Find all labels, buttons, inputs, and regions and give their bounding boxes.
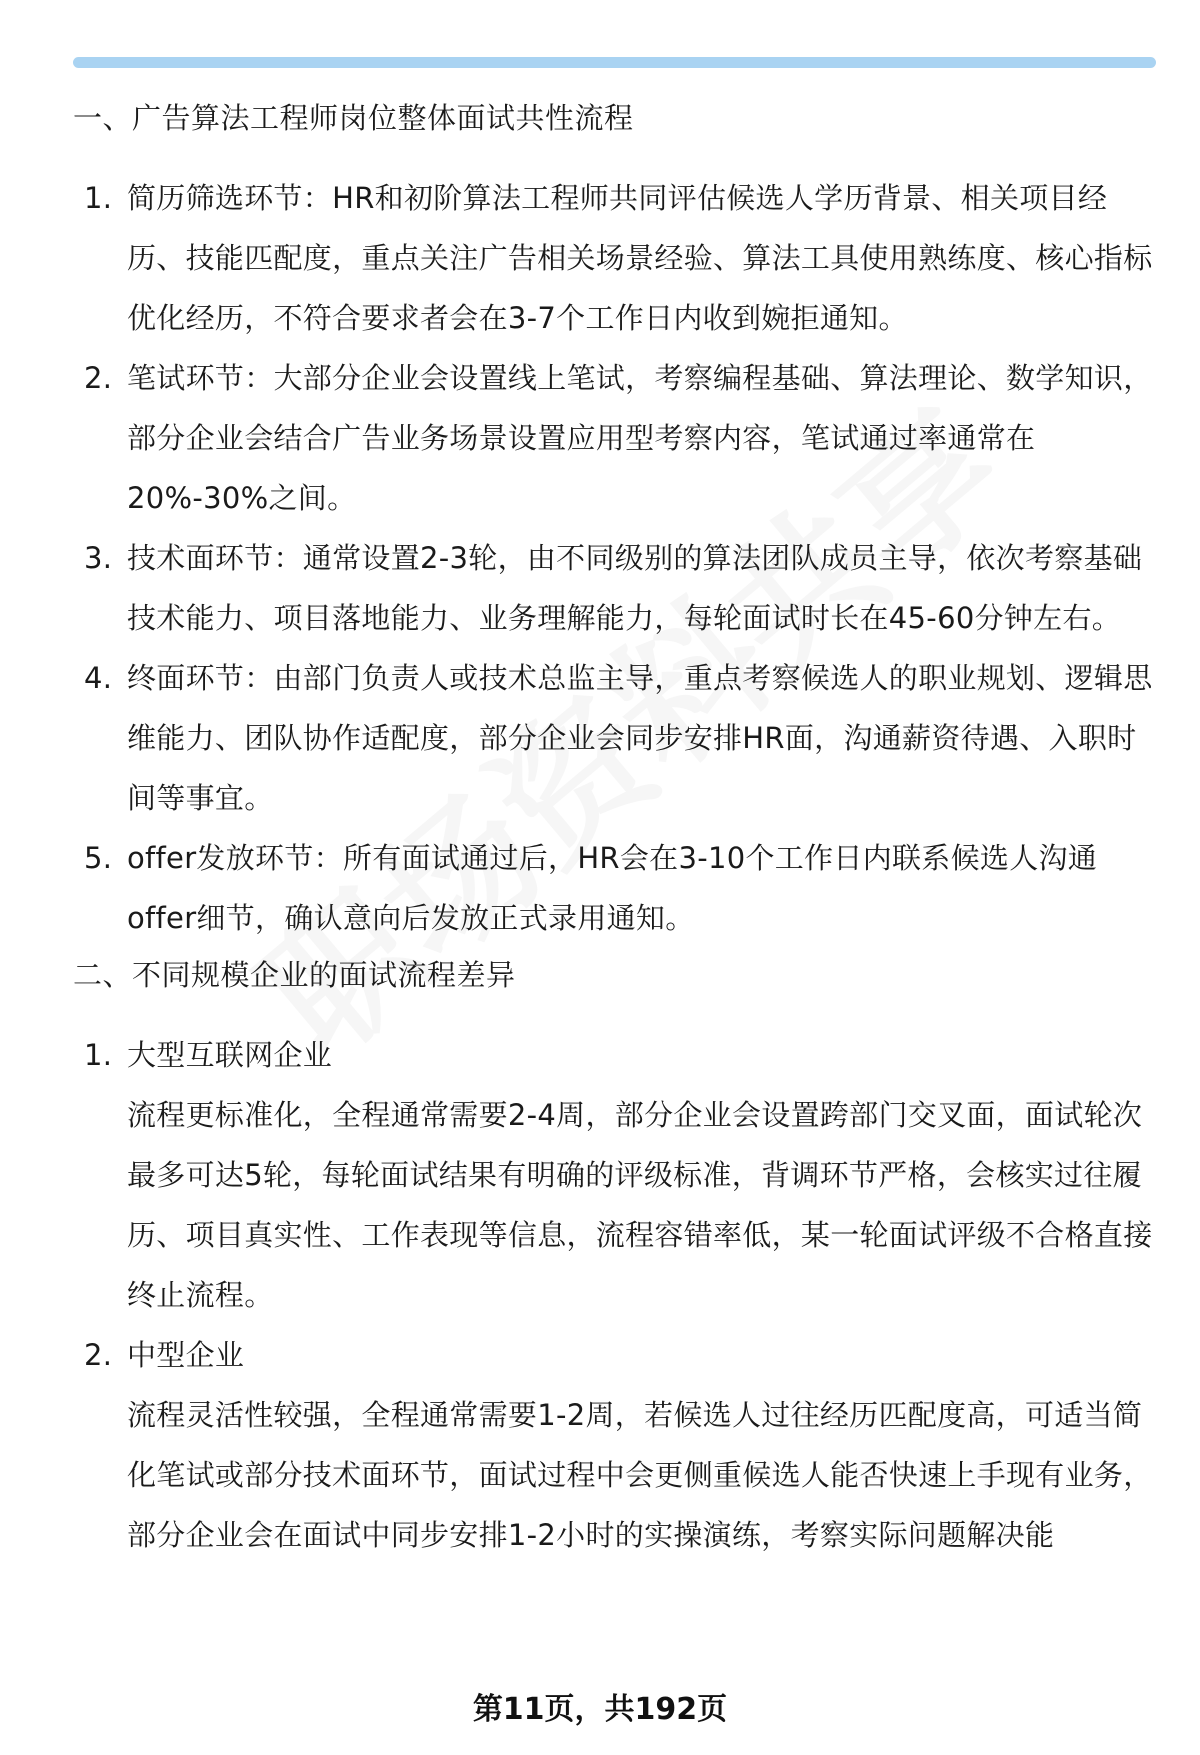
list-item: [0, 1325, 1200, 1565]
list-item-body: 流程更标准化，全程通常需要2-4周，部分企业会设置跨部门交叉面，面试轮次最多可达5轮，每轮面试结果有明确的评级标准，背调环节严格，会核实过往履历、项目真实性、工作表现等信息，流程容错率低，某一轮面试评级不合格直接终止流程。: [127, 1098, 1153, 1312]
top-accent-bar: [73, 57, 1156, 68]
list-number: 1.: [84, 181, 113, 215]
list-item-text: 终面环节：由部门负责人或技术总监主导，重点考察候选人的职业规划、逻辑思维能力、团队协作适配度，部分企业会同步安排HR面，沟通薪资待遇、入职时间等事宜。: [127, 661, 1153, 815]
list-number: 5.: [84, 841, 113, 875]
list-number: 2.: [84, 1338, 113, 1372]
list-item: [0, 648, 1200, 828]
page-footer: 第11页，共192页: [472, 1692, 728, 1727]
list-item: [0, 1025, 1200, 1325]
list-item: [0, 528, 1200, 648]
list-item-title: 大型互联网企业: [127, 1038, 333, 1072]
company-size-list: [0, 1025, 1200, 1565]
list-item-text: 技术面环节：通常设置2-3轮，由不同级别的算法团队成员主导，依次考察基础技术能力、项目落地能力、业务理解能力，每轮面试时长在45-60分钟左右。: [127, 541, 1143, 635]
section-heading-1: 一、广告算法工程师岗位整体面试共性流程: [73, 101, 634, 135]
list-number: 4.: [84, 661, 113, 695]
list-number: 3.: [84, 541, 113, 575]
list-number: 1.: [84, 1038, 113, 1072]
list-item-text: offer发放环节：所有面试通过后，HR会在3-10个工作日内联系候选人沟通offer细节，确认意向后发放正式录用通知。: [127, 841, 1098, 935]
list-item-text: 笔试环节：大部分企业会设置线上笔试，考察编程基础、算法理论、数学知识，部分企业会结合广告业务场景设置应用型考察内容，笔试通过率通常在20%-30%之间。: [127, 361, 1153, 515]
section-heading-2: 二、不同规模企业的面试流程差异: [73, 958, 516, 992]
list-number: 2.: [84, 361, 113, 395]
list-item-title: 中型企业: [127, 1338, 245, 1372]
list-item-body: 流程灵活性较强，全程通常需要1-2周，若候选人过往经历匹配度高，可适当简化笔试或部分技术面环节，面试过程中会更侧重候选人能否快速上手现有业务，部分企业会在面试中同步安排1-2小时的实操演练，考察实际问题解决能: [127, 1398, 1153, 1552]
list-item: [0, 168, 1200, 348]
list-item-text: 简历筛选环节：HR和初阶算法工程师共同评估候选人学历背景、相关项目经历、技能匹配度，重点关注广告相关场景经验、算法工具使用熟练度、核心指标优化经历，不符合要求者会在3-7个工作日内收到婉拒通知。: [127, 181, 1153, 335]
list-item: [0, 348, 1200, 528]
common-process-list: [0, 168, 1200, 948]
list-item: [0, 828, 1200, 948]
